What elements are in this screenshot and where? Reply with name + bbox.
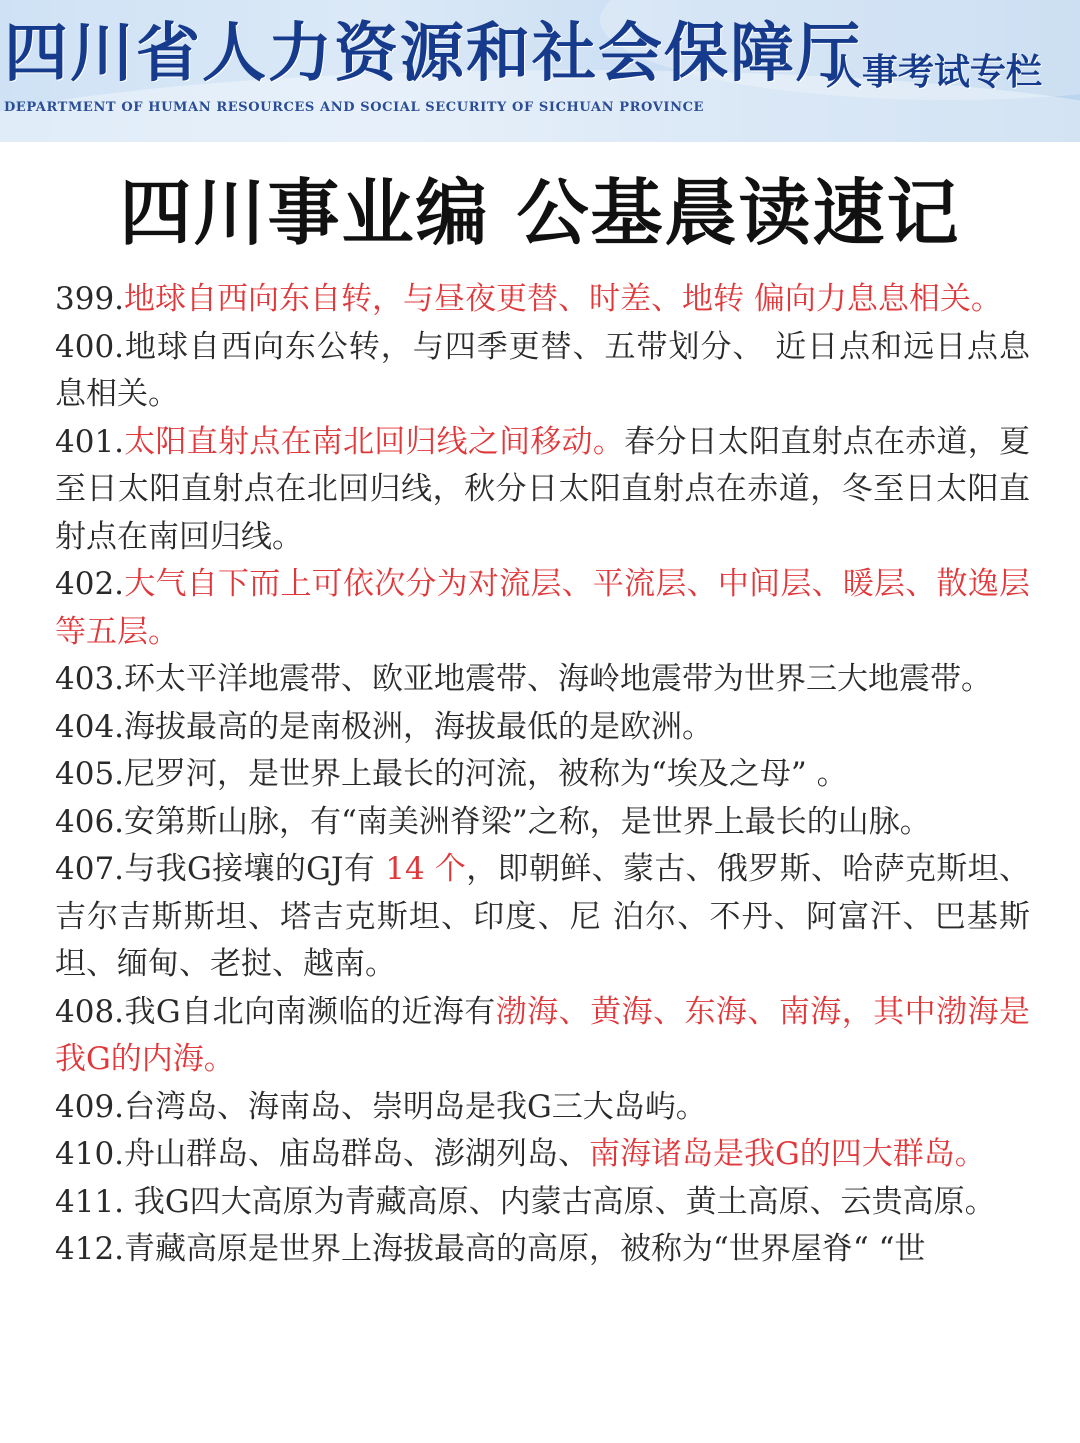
highlighted-text: 渤海、黄海、东海、南海，其中渤海是我G的内海。 [55, 993, 1031, 1077]
list-item [55, 751, 1030, 799]
item-text: 399. [55, 281, 125, 317]
item-text: 406.安第斯山脉，有“南美洲脊梁”之称，是世界上最长的山脉。 [55, 803, 931, 840]
knowledge-list [55, 276, 1030, 1274]
highlighted-text: 南海诸岛是我G的四大群岛。 [589, 1136, 986, 1172]
item-text: 401. [55, 423, 125, 460]
item-text: 411. 我G四大高原为青藏高原、内蒙古高原、黄土高原、云贵高原。 [55, 1183, 996, 1220]
item-text: 407.与我G接壤的GJ有 [55, 851, 386, 887]
item-text: 409.台湾岛、海南岛、崇明岛是我G三大岛屿。 [55, 1088, 707, 1125]
department-name: 四川省人力资源和社会保障厅 [4, 17, 862, 91]
list-item [55, 1131, 1030, 1179]
list-item [55, 561, 1030, 656]
item-text: 405.尼罗河，是世界上最长的河流，被称为“埃及之母” 。 [55, 756, 848, 792]
item-text: 402. [55, 566, 125, 602]
highlighted-text: 大气自下而上可依次分为对流层、平流层、中间层、暖层、散逸层等五层。 [55, 566, 1030, 650]
list-item [55, 419, 1030, 562]
highlighted-text: 地球自西向东自转，与昼夜更替、时差、地转 偏向力息息相关。 [124, 281, 1002, 317]
header-banner [0, 0, 1080, 142]
list-item [55, 1084, 1030, 1132]
highlighted-text: 太阳直射点在南北回归线之间移动。 [124, 423, 625, 460]
list-item [55, 799, 1030, 847]
list-item [55, 989, 1030, 1084]
item-text: 春分日太阳直射点在赤道，夏至日太阳直射点在北回归线，秋分日太阳直射点在赤道，冬至日太阳直射点在南回归线。 [55, 423, 1031, 555]
list-item [55, 656, 1030, 704]
exam-column-label: 人事考试专栏 [826, 52, 1043, 93]
item-text: 408.我G自北向南濒临的近海有 [55, 993, 496, 1030]
highlighted-text: 14 个 [385, 851, 467, 887]
list-item [55, 1226, 1030, 1274]
page-title: 四川事业编 公基晨读速记 [119, 171, 961, 255]
list-item [55, 846, 1030, 989]
list-item [55, 324, 1030, 419]
item-text: 404.海拔最高的是南极洲，海拔最低的是欧洲。 [55, 708, 714, 745]
item-text: ，即朝鲜、蒙古、俄罗斯、哈萨克斯坦、吉尔吉斯斯坦、塔吉克斯坦、印度、尼 泊尔、不丹、阿富汗、巴基斯坦、缅甸、老挝、越南。 [55, 851, 1030, 982]
list-item [55, 704, 1030, 752]
item-text: 400.地球自西向东公转，与四季更替、五带划分、 近日点和远日点息息相关。 [55, 328, 1030, 412]
department-english-name: DEPARTMENT OF HUMAN RESOURCES AND SOCIAL SECURITY OF SICHUAN PROVINCE [4, 100, 705, 115]
item-text: 410.舟山群岛、庙岛群岛、澎湖列岛、 [55, 1136, 590, 1172]
item-text: 403.环太平洋地震带、欧亚地震带、海岭地震带为世界三大地震带。 [55, 661, 993, 697]
list-item [55, 276, 1030, 324]
item-text: 412.青藏高原是世界上海拔最高的高原，被称为“世界屋脊“ “世 [55, 1231, 926, 1267]
list-item [55, 1179, 1030, 1227]
